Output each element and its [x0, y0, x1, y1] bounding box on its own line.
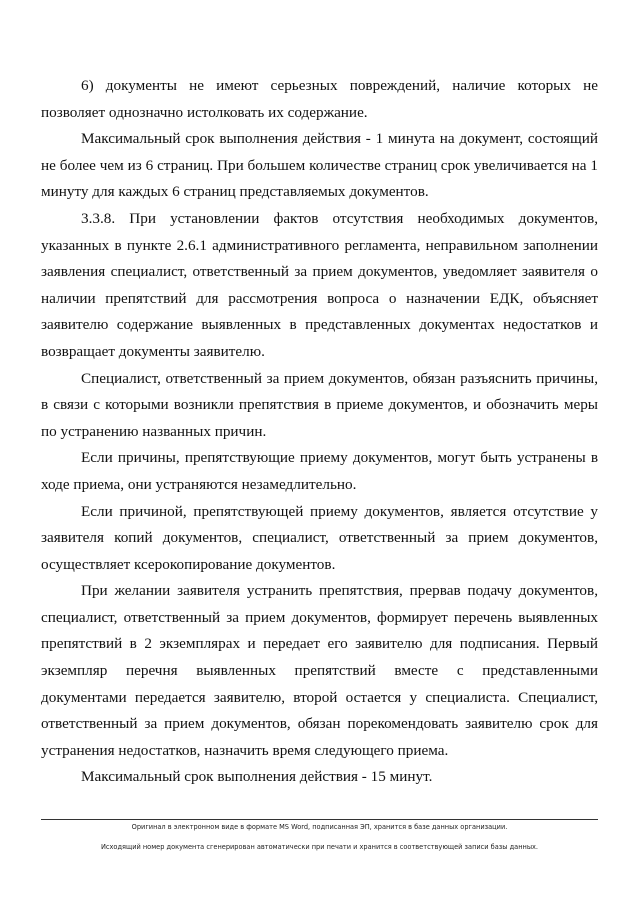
paragraph-3-3-8: 3.3.8. При установлении фактов отсутствия необходимых документов, указанных в пункте 2.6.1 административного регламента, неправильном заполнении заявления специалист, ответственный за прием документов, уведомляет заявителя о наличии препятствий для рассмотрения вопроса о назначении ЕДК, объясняет заявителю содержание выявленных в представленных документах недостатков и возвращает документы заявителю.	[41, 209, 598, 360]
paragraph-explain-reasons: Специалист, ответственный за прием документов, обязан разъяснить причины, в связи с которыми возникли препятствия в приеме документов, и обозначить меры по устранению названных причин.	[41, 369, 598, 440]
paragraph-item-6: 6) документы не имеют серьезных повреждений, наличие которых не позволяет однозначно истолковать их содержание.	[41, 77, 598, 121]
footer-note-outgoing-number: Исходящий номер документа сгенерирован автоматически при печати и хранится в соответствующей записи базы данных.	[100, 843, 539, 851]
document-body	[41, 73, 598, 791]
paragraph-max-time-1: Максимальный срок выполнения действия - 1 минута на документ, состоящий не более чем из 6 страниц. При большем количестве страниц срок увеличивается на 1 минуту для каждых 6 страниц представляемых документов.	[41, 130, 598, 201]
paragraph-max-time-15: Максимальный срок выполнения действия - 15 минут.	[81, 768, 433, 786]
footer-divider	[41, 819, 598, 820]
paragraph-immediate-fix: Если причины, препятствующие приему документов, могут быть устранены в ходе приема, они устраняются незамедлительно.	[41, 449, 598, 493]
paragraph-photocopy: Если причиной, препятствующей приему документов, является отсутствие у заявителя копий документов, специалист, ответственный за прием документов, осуществляет ксерокопирование документов.	[41, 502, 598, 573]
footer-note-original: Оригинал в электронном виде в формате MS Word, подписанная ЭП, хранится в базе данных организации.	[131, 823, 508, 831]
paragraph-obstacles-list: При желании заявителя устранить препятствия, прервав подачу документов, специалист, ответственный за прием документов, формирует перечень выявленных препятствий в 2 экземплярах и передает его заявителю для подписания. Первый экземпляр перечня выявленных препятствий вместе с представленными документами передается заявителю, второй остается у специалиста. Специалист, ответственный за прием документов, обязан порекомендовать заявителю срок для устранения недостатков, назначить время следующего приема.	[41, 582, 598, 759]
